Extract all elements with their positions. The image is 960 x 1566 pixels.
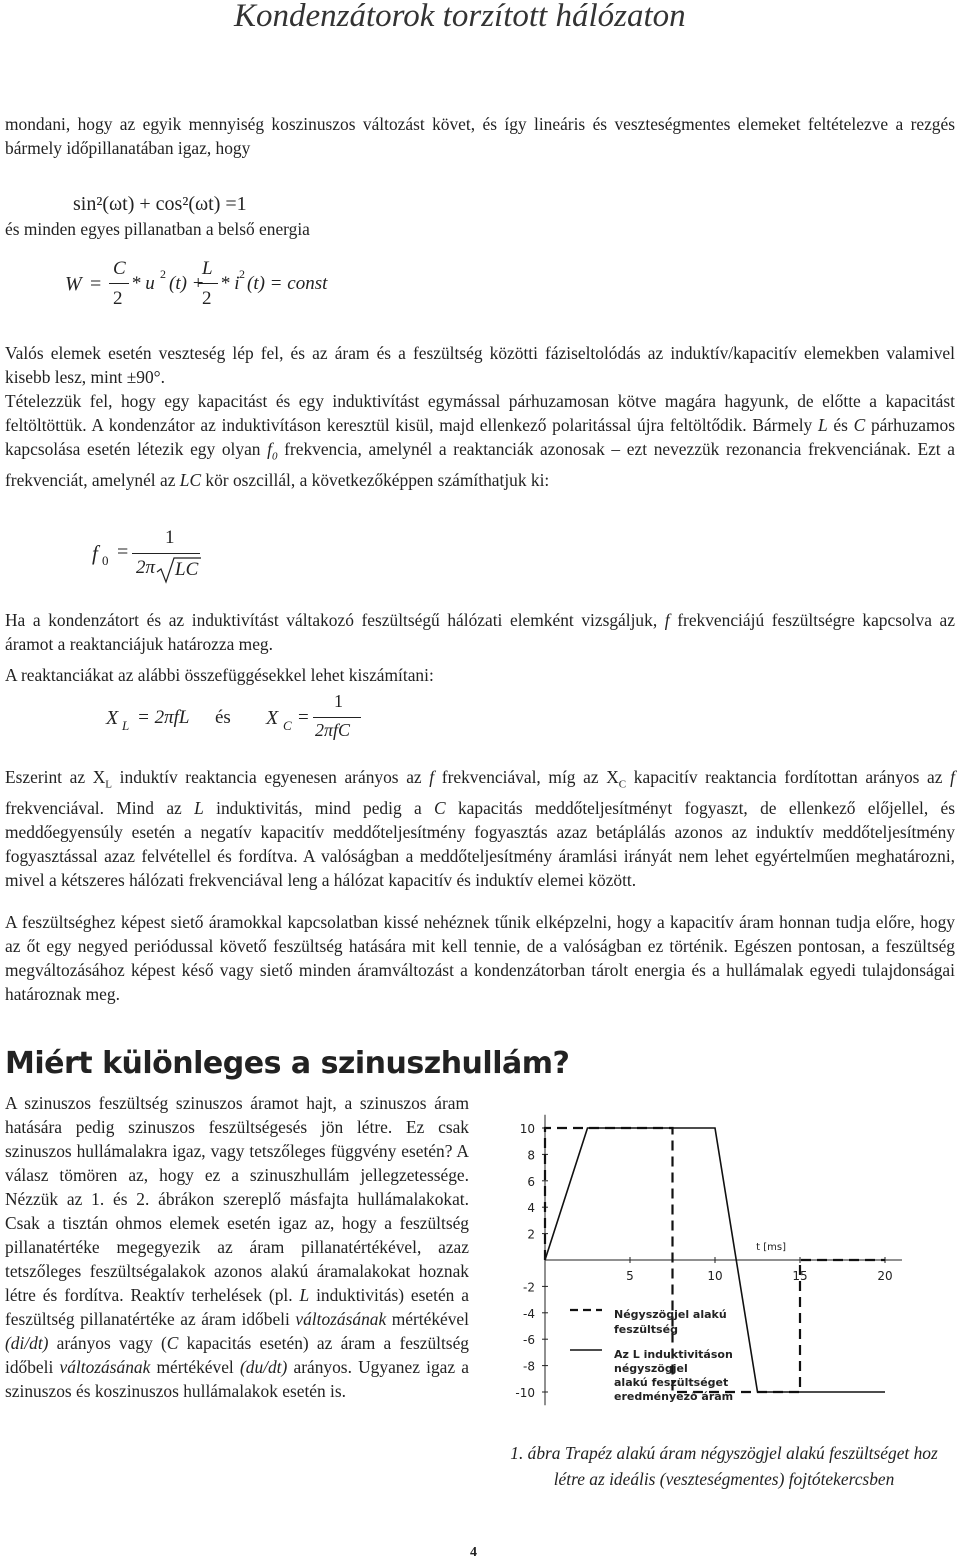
xl-rhs: = 2πfL	[137, 707, 190, 728]
paragraph-reactance-explained: Eszerint az $X_L$ induktív reaktancia egyenesen arányos az f frekvenciával, míg az $X_C$ kapacitív reaktancia fordítottan arányos az f frekvenciával. Mind az L induktivitás, mind pedig a C kapacitás meddőteljesítményt fogyaszt, de ellenkező előjellel, és meddőegyensúly esetén a negatív kapacitív meddőteljesítmény fogyasztás azaz betáplálás azonos az induktív meddőteljesítmény fogyasztással azaz felvétellel és fordítva. A valóságban a meddőteljesítmény áramlási irányát nem lehet egyértelműen meghatározni, mivel a kétszeres hálózati frekvenciával leng a hálózat kapacitív és induktív elemei között.	[5, 767, 955, 891]
legend-label-current: négyszögjel	[614, 1362, 688, 1375]
energy-l: L	[202, 258, 213, 279]
xc-fraction-bar	[313, 717, 361, 718]
legend-label-voltage: feszültség	[614, 1323, 678, 1336]
energy-sq-2: 2	[239, 267, 245, 281]
trapezoid-current-chart	[490, 1100, 910, 1418]
f0-eq: =	[117, 541, 129, 563]
y-tick-label: 10	[519, 1122, 535, 1136]
x-axis-label: t [ms]	[756, 1242, 787, 1253]
legend-label-current: eredményező áram	[614, 1390, 734, 1403]
energy-fraction-bar-1	[109, 283, 129, 284]
paragraph-ac-element: Ha a kondenzátort és az induktivítást váltakozó feszültségű hálózati elemként vizsgáljuk, f frekvenciájú feszültségre kapcsolva az áramot a reaktanciájuk határozza meg.	[5, 610, 955, 654]
page-number: 4	[470, 1545, 477, 1560]
f0-den-a: 2π	[136, 557, 156, 578]
paragraph-sine-wave: A szinuszos feszültség szinuszos áramot hajt, a szinuszos áram hatására pedig szinuszos feszültségesés jön létre. Ez csak szinuszos hullámalakra igaz, vagy tetszőleges függvény esetén? A válasz tömören az, hogy ez a szinuszhullám jellegzetessége. Nézzük az 1. és 2. ábrákon szereplő másfajta hullámalakokat. Csak a tisztán ohmos elemek esetén igaz az, hogy a feszültség pillanatértéke megegyezik az áram pillanatértékével, azaz tetszőleges feszültségalakok azonos alakú áramalakokat hoznak létre és fordítva. Reaktív terhelések (pl. L induktivitás) esetén a feszültség pillanatértéke az áram időbeli változásának mértékével (di/dt) arányos vagy (C kapacitás esetén) az áram a feszültség időbeli változásának mértékével (du/dt) arányos. Ugyanez igaz a szinuszos és koszinuszos hullámalakok esetén is.	[5, 1093, 469, 1401]
f0-sub: 0	[102, 553, 109, 568]
energy-fraction-bar-2	[198, 283, 218, 284]
x-tick-label: 5	[626, 1269, 634, 1283]
xl-sub: L	[122, 718, 130, 733]
paragraph-real-elements: Valós elemek esetén veszteség lép fel, és az áram és a feszültség közötti fáziseltolódás az induktív/kapacitív elemekben valamivel kisebb lesz, mint ±90°.	[5, 343, 955, 387]
xc-den: 2πfC	[315, 720, 351, 740]
energy-sq-1: 2	[160, 267, 166, 281]
y-tick-label: -4	[523, 1306, 535, 1321]
xc-eq: =	[298, 707, 309, 728]
energy-i: * i	[220, 273, 240, 294]
y-tick-label: 4	[527, 1201, 535, 1216]
paragraph-energy-intro: és minden egyes pillanatban a belső energia	[5, 219, 310, 239]
y-tick-label: -8	[523, 1359, 535, 1374]
x-tick-label: 10	[707, 1269, 723, 1283]
energy-eq: =	[90, 273, 102, 295]
energy-t2: (t) = const	[247, 273, 328, 294]
legend-label-voltage: Négyszögjel alakú	[614, 1308, 727, 1321]
formula-reactances	[106, 690, 376, 746]
header-title: Kondenzátorok torzított hálózaton	[234, 0, 686, 34]
formula-energy	[65, 258, 345, 314]
figure-caption: 1. ábra Trapéz alakú áram négyszögjel alakú feszültséget hoz létre az ideális (veszteségmentes) fojtótekercsben	[510, 1443, 938, 1489]
x-tick-label: 15	[792, 1269, 808, 1283]
xc-num: 1	[334, 691, 343, 711]
paragraph-intro: mondani, hogy az egyik mennyiség koszinuszos változást követ, és így lineáris és veszteségmentes elemeket feltételezve a rezgés bármely időpillanatában igaz, hogy	[5, 114, 955, 158]
y-tick-label: 6	[527, 1174, 535, 1189]
x-tick-label: 20	[877, 1269, 893, 1283]
section-title: Miért különleges a szinuszhullám?	[5, 1046, 570, 1081]
y-tick-label: 2	[527, 1227, 535, 1242]
f0-num: 1	[165, 527, 175, 548]
legend-label-current: Az L induktivitáson	[614, 1348, 733, 1361]
xc-sub: C	[283, 718, 292, 733]
y-tick-label: 8	[527, 1148, 535, 1163]
page-header	[0, 0, 960, 40]
paragraph-reactance-intro: A reaktanciákat az alábbi összefüggésekkel lehet kiszámítani:	[5, 665, 434, 685]
xc-x: X	[266, 707, 279, 729]
y-tick-label: -6	[523, 1333, 535, 1348]
formula-resonance-frequency	[92, 527, 222, 587]
paragraph-leading-current: A feszültséghez képest siető áramokkal kapcsolatban kissé nehéznek tűnik elképzelni, hogy a kapacitív áram honnan tudja előre, hogy az őt egy negyed periódussal követő feszültség hatására mit kell tennie, de a valóságban ez történik. Egészen pontosan, a feszültség megváltozásához képest késő vagy siető minden áramváltozást a kondenzátorban tárolt energia és a hullámalak egyedi tulajdonságai határoznak meg.	[5, 912, 955, 1004]
energy-c: C	[113, 258, 126, 279]
f0-den-b: LC	[175, 559, 199, 580]
y-tick-label: -2	[523, 1280, 535, 1295]
energy-two-2: 2	[202, 288, 212, 309]
legend-label-current: alakú feszültséget	[614, 1376, 729, 1389]
formula-and: és	[215, 707, 231, 728]
paragraph-resonance: Tételezzük fel, hogy egy kapacitást és egy induktivítást egymással párhuzamosan kötve magára hagyunk, de előtte a kapacitást feltöltöttük. A kondenzátor az induktivításon keresztül kisül, majd ellenkező polaritással újra feltöltődik. Bármely L és C párhuzamos kapcsolása esetén létezik egy olyan $f_0$ frekvencia, amelynél a reaktanciák azonosak – ezt nevezzük rezonancia frekvenciának. Ezt a frekvenciát, amelynél az LC kör oszcillál, a következőképpen számíthatjuk ki:	[5, 391, 955, 491]
y-tick-label: -10	[515, 1386, 535, 1400]
energy-t: (t) +	[169, 273, 205, 294]
formula-identity: sin²(ωt) + cos²(ωt) =1	[73, 193, 247, 215]
f0-f: f	[92, 541, 98, 565]
energy-u: * u	[131, 273, 155, 294]
f0-fraction-bar	[132, 553, 200, 554]
energy-two-1: 2	[113, 288, 123, 309]
xl-x: X	[106, 707, 119, 729]
energy-w: W	[65, 273, 82, 295]
